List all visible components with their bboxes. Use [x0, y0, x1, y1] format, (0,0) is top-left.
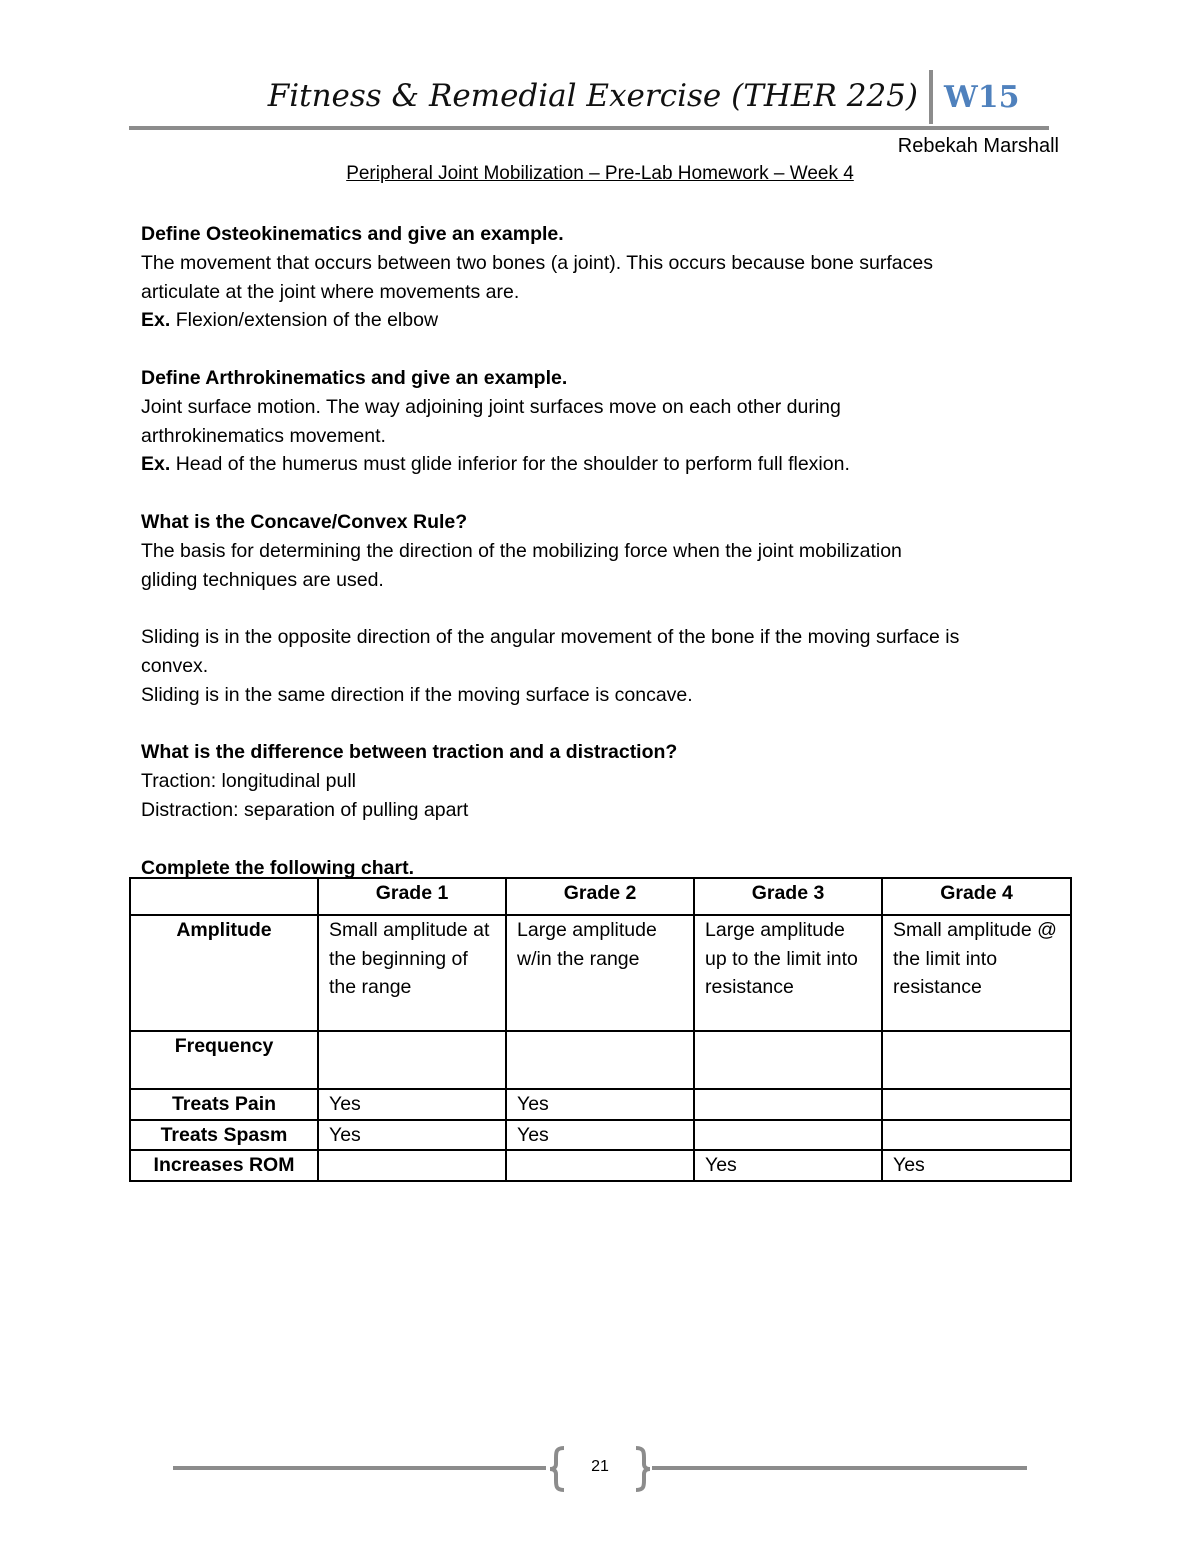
table-row	[130, 1120, 1071, 1151]
table-cell: Yes	[318, 1120, 506, 1151]
header-rule	[129, 126, 1049, 130]
table-row	[130, 1150, 1071, 1181]
table-row	[130, 1031, 1071, 1089]
example-line	[141, 306, 1071, 335]
question-concave-convex: What is the Concave/Convex Rule?	[141, 510, 468, 533]
term-code: W15	[944, 80, 1020, 115]
row-label: Amplitude	[130, 915, 318, 1031]
example-label: Ex.	[141, 453, 171, 476]
header-cell	[130, 878, 318, 915]
course-title: Fitness & Remedial Exercise (THER 225)	[267, 78, 918, 114]
table-cell	[506, 1150, 694, 1181]
table-cell	[318, 1150, 506, 1181]
homework-body	[141, 220, 1071, 882]
table-cell	[506, 1031, 694, 1089]
answer-line: Sliding is in the same direction if the moving surface is concave.	[141, 683, 693, 706]
answer-line: arthrokinematics movement.	[141, 424, 386, 447]
table-cell	[882, 1031, 1071, 1089]
row-label: Frequency	[130, 1031, 318, 1089]
footer-rule-right	[652, 1466, 1027, 1470]
table-cell	[882, 1120, 1071, 1151]
table-header-row	[130, 878, 1071, 915]
table-cell: Yes	[506, 1089, 694, 1120]
chart-prompt: Complete the following chart.	[141, 856, 415, 879]
table-cell: Small amplitude @ the limit into resistance	[882, 915, 1071, 1031]
answer-line: Sliding is in the opposite direction of the angular movement of the bone if the moving surface is	[141, 626, 960, 649]
row-label: Treats Pain	[130, 1089, 318, 1120]
header-cell: Grade 1	[318, 878, 506, 915]
answer-line: Distraction: separation of pulling apart	[141, 798, 469, 821]
table-cell: Yes	[694, 1150, 882, 1181]
table-cell: Yes	[506, 1120, 694, 1151]
table-cell	[318, 1031, 506, 1089]
row-label: Treats Spasm	[130, 1120, 318, 1151]
answer-line: convex.	[141, 654, 209, 677]
answer-line: Traction: longitudinal pull	[141, 770, 356, 793]
row-label: Increases ROM	[130, 1150, 318, 1181]
table-row	[130, 915, 1071, 1031]
table-cell	[882, 1089, 1071, 1120]
example-text: Head of the humerus must glide inferior for the shoulder to perform full flexion.	[170, 453, 850, 476]
header-cell: Grade 2	[506, 878, 694, 915]
question-traction: What is the difference between traction and a distraction?	[141, 741, 678, 764]
footer-rule-left	[173, 1466, 546, 1470]
table-cell: Yes	[882, 1150, 1071, 1181]
table-cell	[694, 1031, 882, 1089]
table-cell: Yes	[318, 1089, 506, 1120]
answer-line: Joint surface motion. The way adjoining joint surfaces move on each other during	[141, 395, 841, 418]
table-cell	[694, 1089, 882, 1120]
question-osteokinematics: Define Osteokinematics and give an example.	[141, 223, 564, 245]
answer-line: gliding techniques are used.	[141, 568, 384, 591]
page-number: 21	[591, 1458, 609, 1475]
question-arthrokinematics: Define Arthrokinematics and give an example.	[141, 366, 568, 389]
table-cell: Large amplitude w/in the range	[506, 915, 694, 1031]
answer-line: The movement that occurs between two bones (a joint). This occurs because bone surfaces	[141, 251, 933, 274]
table-cell	[694, 1120, 882, 1151]
header-cell: Grade 4	[882, 878, 1071, 915]
example-text: Flexion/extension of the elbow	[170, 309, 439, 332]
grades-chart	[129, 877, 1072, 1182]
left-brace-icon	[548, 1446, 566, 1492]
right-brace-icon	[634, 1446, 652, 1492]
example-label: Ex.	[141, 309, 171, 332]
example-line	[141, 450, 1071, 479]
header-cell: Grade 3	[694, 878, 882, 915]
author-name: Rebekah Marshall	[897, 135, 1059, 157]
table-cell: Small amplitude at the beginning of the range	[318, 915, 506, 1031]
answer-line: The basis for determining the direction of the mobilizing force when the joint mobilization	[141, 539, 902, 562]
header-separator	[929, 70, 933, 124]
answer-line: articulate at the joint where movements are.	[141, 280, 520, 303]
table-row	[130, 1089, 1071, 1120]
table-cell: Large amplitude up to the limit into resistance	[694, 915, 882, 1031]
document-title: Peripheral Joint Mobilization – Pre-Lab Homework – Week 4	[346, 163, 854, 184]
